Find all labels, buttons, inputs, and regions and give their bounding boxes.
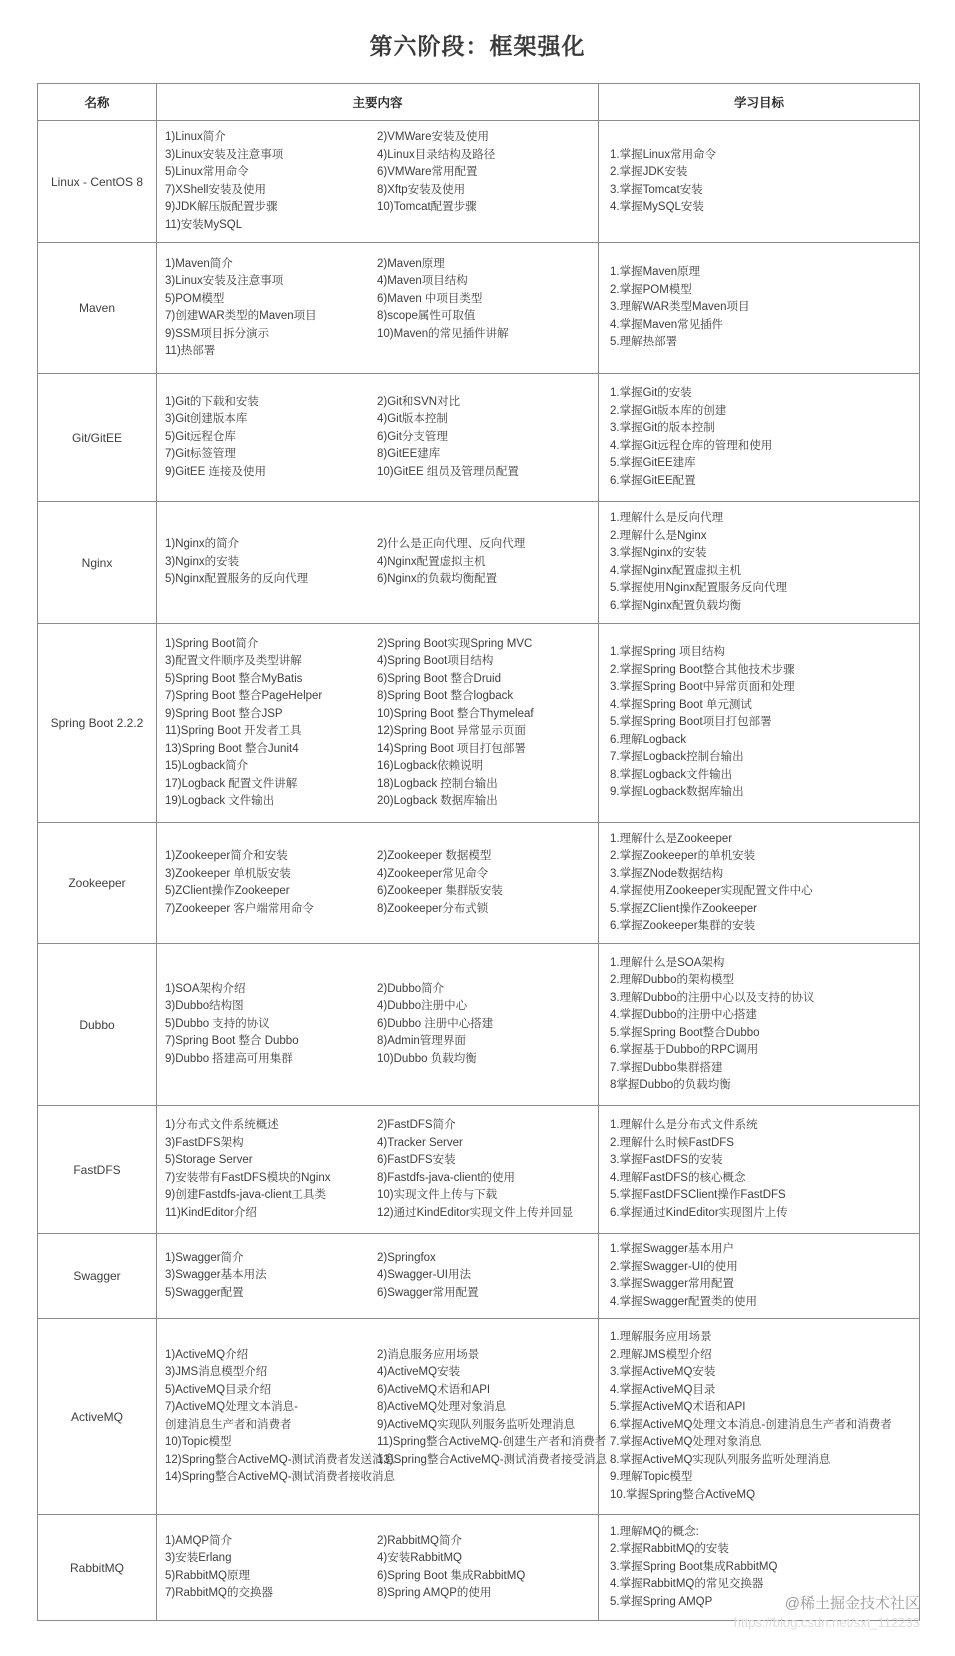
goal-item: 6.掌握Zookeeper集群的安装: [610, 920, 756, 932]
content-item: 2)Spring Boot实现Spring MVC: [377, 637, 533, 650]
goal-item: 3.掌握Spring Boot集成RabbitMQ: [610, 1560, 778, 1573]
goal-item: 3.掌握Spring Boot中异常页面和处理: [610, 681, 795, 694]
content-item: 7)Git标签管理: [165, 448, 236, 461]
row-content: [156, 1515, 598, 1620]
row-goals: [598, 374, 919, 501]
content-item: 8)Zookeeper分布式锁: [377, 902, 489, 915]
row-goals: [598, 624, 919, 822]
content-item: 4)Maven项目结构: [377, 275, 468, 287]
goal-item: 6.掌握通过KindEditor实现图片上传: [610, 1206, 788, 1219]
content-item: 创建消息生产者和消费者: [165, 1418, 292, 1431]
goal-item: 5.掌握Spring AMQP: [610, 1595, 713, 1608]
table-header-row: [38, 84, 919, 120]
content-item: 12)通过KindEditor实现文件上传并回显: [377, 1206, 574, 1219]
content-item: 2)RabbitMQ简介: [377, 1534, 462, 1547]
row-content: [156, 944, 598, 1105]
goal-item: 4.掌握Swagger配置类的使用: [610, 1295, 757, 1308]
content-item: 8)Fastdfs-java-client的使用: [377, 1171, 516, 1184]
content-left-column: [165, 536, 377, 589]
goal-item: 2.理解Dubbo的架构模型: [610, 974, 734, 986]
content-item: 8)Admin管理界面: [377, 1035, 466, 1048]
content-item: 2)消息服务应用场景: [377, 1348, 480, 1361]
content-item: 10)Maven的常见插件讲解: [377, 327, 509, 340]
content-item: 1)SOA架构介绍: [165, 982, 246, 995]
content-item: 3)Git创建版本库: [165, 413, 248, 426]
goal-item: 1.理解什么是Zookeeper: [610, 832, 733, 845]
content-item: 1)分布式文件系统概述: [165, 1119, 279, 1131]
content-item: 5)POM模型: [165, 292, 225, 305]
content-item: 5)Storage Server: [165, 1154, 253, 1166]
goal-item: 4.掌握Maven常见插件: [610, 318, 724, 331]
content-right-column: [377, 1533, 594, 1603]
goal-item: 7.掌握Dubbo集群搭建: [610, 1061, 723, 1074]
content-item: 19)Logback 文件输出: [165, 795, 275, 807]
row-name: Nginx: [81, 555, 113, 570]
content-item: 9)创建Fastdfs-java-client工具类: [165, 1189, 327, 1201]
goal-item: 4.掌握Nginx配置虚拟主机: [610, 564, 741, 577]
row-content: [156, 1106, 598, 1233]
goal-item: 2.掌握RabbitMQ的安装: [610, 1543, 729, 1556]
goal-item: 3.掌握Git的版本控制: [610, 422, 715, 434]
goal-item: 7.掌握Logback控制台输出: [610, 751, 744, 764]
goal-item: 6.掌握ActiveMQ处理文本消息-创建消息生产者和消费者: [610, 1418, 892, 1431]
goal-item: 3.掌握Nginx的安装: [610, 547, 707, 559]
content-item: 1)ActiveMQ介绍: [165, 1348, 249, 1361]
content-item: 8)Spring AMQP的使用: [377, 1587, 492, 1599]
goal-item: 5.掌握FastDFSClient操作FastDFS: [610, 1189, 786, 1201]
table-body: [38, 120, 919, 1620]
content-right-column: [377, 636, 594, 811]
row-goals: [598, 1319, 919, 1514]
content-item: 6)Zookeeper 集群版安装: [377, 885, 503, 897]
content-item: 9)Spring Boot 整合JSP: [165, 707, 283, 720]
row-name: FastDFS: [73, 1162, 121, 1177]
goal-item: 6.理解Logback: [610, 733, 687, 746]
content-left-column: [165, 1117, 377, 1222]
content-item: 5)Git远程仓库: [165, 430, 236, 443]
content-item: 6)ActiveMQ术语和API: [377, 1383, 491, 1396]
content-item: 10)Topic模型: [165, 1436, 232, 1448]
content-left-column: [165, 1533, 377, 1603]
goal-item: 2.理解什么时候FastDFS: [610, 1136, 734, 1149]
row-content: [156, 502, 598, 623]
content-item: 7)Spring Boot 整合PageHelper: [165, 690, 323, 702]
content-item: 8)scope属性可取值: [377, 310, 476, 322]
goal-item: 2.掌握Zookeeper的单机安装: [610, 850, 756, 862]
content-item: 5)Linux常用命令: [165, 166, 249, 178]
content-item: 11)安装MySQL: [165, 218, 243, 231]
content-item: 2)Dubbo简介: [377, 982, 445, 995]
content-item: 10)实现文件上传与下载: [377, 1189, 498, 1201]
content-left-column: [165, 981, 377, 1069]
goal-item: 5.掌握Spring Boot项目打包部署: [610, 716, 772, 729]
content-item: 2)Springfox: [377, 1251, 436, 1264]
row-content: [156, 1234, 598, 1318]
content-right-column: [377, 848, 594, 918]
goal-item: 6.掌握GitEE配置: [610, 474, 696, 487]
content-item: 1)Zookeeper简介和安装: [165, 850, 288, 862]
row-goals: [598, 243, 919, 373]
row-content: [156, 243, 598, 373]
content-item: 13)Spring Boot 整合Junit4: [165, 742, 299, 755]
content-item: 2)Maven原理: [377, 257, 445, 270]
row-content: [156, 1319, 608, 1514]
content-item: 8)GitEE建库: [377, 448, 441, 461]
goal-item: 1.理解什么是SOA架构: [610, 956, 725, 969]
content-item: 2)FastDFS简介: [377, 1119, 456, 1131]
row-name: Maven: [78, 301, 116, 315]
content-item: 3)JMS消息模型介绍: [165, 1366, 268, 1378]
content-item: 6)Spring Boot 整合Druid: [377, 672, 501, 685]
goal-item: 8.掌握Logback文件输出: [610, 768, 733, 781]
content-item: 2)VMWare安装及使用: [377, 131, 490, 143]
goal-item: 3.理解WAR类型Maven项目: [610, 301, 750, 314]
content-item: 5)Dubbo 支持的协议: [165, 1017, 270, 1030]
row-name: Git/GitEE: [71, 430, 122, 445]
content-item: 6)Nginx的负载均衡配置: [377, 573, 498, 586]
content-item: 1)Linux简介: [165, 131, 226, 143]
goal-item: 6.掌握Nginx配置负载均衡: [610, 599, 741, 612]
goal-item: 1.理解什么是分布式文件系统: [610, 1119, 758, 1131]
content-item: 9)ActiveMQ实现队列服务监听处理消息: [377, 1418, 576, 1431]
content-item: 4)Dubbo注册中心: [377, 1000, 468, 1013]
goal-item: 8.掌握ActiveMQ实现队列服务监听处理消息: [610, 1453, 831, 1466]
content-item: 4)Zookeeper常见命令: [377, 867, 489, 880]
row-goals: [598, 823, 919, 943]
content-left-column: [165, 129, 377, 234]
content-item: 5)ActiveMQ目录介绍: [165, 1383, 272, 1396]
content-item: 10)Tomcat配置步骤: [377, 201, 477, 213]
goal-item: 2.掌握JDK安装: [610, 166, 688, 178]
row-content: [156, 624, 598, 822]
table-row: [38, 822, 919, 943]
content-item: 5)Spring Boot 整合MyBatis: [165, 672, 303, 685]
content-item: 7)Spring Boot 整合 Dubbo: [165, 1035, 299, 1048]
goal-item: 2.理解JMS模型介绍: [610, 1348, 712, 1361]
content-item: 3)安装Erlang: [165, 1552, 232, 1564]
watermark-url: https://blog.csdn.net/sxt_112233: [733, 1615, 920, 1630]
goal-item: 4.掌握ActiveMQ目录: [610, 1383, 716, 1396]
content-item: 3)Swagger基本用法: [165, 1269, 267, 1282]
goal-item: 2.掌握Spring Boot整合其他技术步骤: [610, 663, 795, 676]
content-item: 3)Dubbo结构图: [165, 1000, 244, 1013]
content-item: 4)ActiveMQ安装: [377, 1366, 461, 1378]
content-item: 5)Nginx配置服务的反向代理: [165, 573, 309, 586]
content-item: 3)Zookeeper 单机版安装: [165, 867, 291, 880]
goal-item: 9.理解Topic模型: [610, 1471, 693, 1483]
content-right-column: [377, 1347, 607, 1487]
content-item: 9)GitEE 连接及使用: [165, 465, 266, 478]
content-item: 8)Spring Boot 整合logback: [377, 690, 514, 702]
content-right-column: [377, 256, 594, 361]
goal-item: 8掌握Dubbo的负载均衡: [610, 1079, 731, 1091]
row-name: Zookeeper: [68, 876, 126, 890]
row-content: [156, 374, 598, 501]
content-item: 1)Spring Boot简介: [165, 637, 259, 650]
table-row: [38, 501, 919, 623]
row-name: Spring Boot 2.2.2: [50, 716, 144, 730]
content-item: 6)Git分支管理: [377, 430, 448, 443]
content-item: 7)RabbitMQ的交换器: [165, 1587, 273, 1599]
goal-item: 5.掌握Spring Boot整合Dubbo: [610, 1026, 760, 1039]
content-left-column: [165, 256, 377, 361]
goal-item: 1.掌握Linux常用命令: [610, 148, 717, 161]
content-left-column: [165, 1250, 377, 1303]
content-right-column: [377, 1250, 594, 1303]
content-item: 16)Logback依赖说明: [377, 760, 484, 772]
watermark-credit: @稀土掘金技术社区: [784, 1595, 920, 1612]
content-right-column: [377, 129, 594, 234]
goal-item: 4.理解FastDFS的核心概念: [610, 1171, 746, 1184]
content-item: 12)Spring整合ActiveMQ-测试消费者发送消息: [165, 1453, 396, 1466]
content-item: 20)Logback 数据库输出: [377, 795, 498, 807]
goal-item: 4.掌握MySQL安装: [610, 201, 704, 213]
goal-item: 4.掌握使用Zookeeper实现配置文件中心: [610, 885, 813, 897]
goal-item: 7.掌握ActiveMQ处理对象消息: [610, 1436, 762, 1448]
content-item: 6)VMWare常用配置: [377, 166, 478, 178]
content-item: 1)Maven简介: [165, 257, 233, 270]
row-name: ActiveMQ: [70, 1409, 123, 1424]
row-goals: [598, 1234, 919, 1318]
table-row: [38, 1233, 919, 1318]
goal-item: 3.掌握ZNode数据结构: [610, 867, 724, 880]
goal-item: 3.掌握ActiveMQ安装: [610, 1366, 716, 1378]
content-item: 6)Dubbo 注册中心搭建: [377, 1017, 494, 1030]
content-item: 10)GitEE 组员及管理员配置: [377, 465, 519, 478]
table-row: [38, 623, 919, 822]
content-item: 2)Git和SVN对比: [377, 395, 461, 408]
content-item: 3)Linux安装及注意事项: [165, 148, 284, 161]
content-item: 4)Swagger-UI用法: [377, 1269, 471, 1282]
content-item: 9)Dubbo 搭建高可用集群: [165, 1052, 293, 1065]
content-item: 11)KindEditor介绍: [165, 1206, 257, 1219]
content-item: 4)Nginx配置虚拟主机: [377, 555, 486, 568]
goal-item: 4.掌握RabbitMQ的常见交换器: [610, 1578, 764, 1591]
goal-item: 1.掌握Swagger基本用户: [610, 1243, 734, 1255]
content-item: 10)Spring Boot 整合Thymeleaf: [377, 707, 534, 720]
content-item: 4)Git版本控制: [377, 413, 448, 426]
header-learning-goals: 学习目标: [598, 84, 919, 120]
content-item: 3)配置文件顺序及类型讲解: [165, 655, 302, 667]
content-item: 8)ActiveMQ处理对象消息: [377, 1401, 507, 1413]
goal-item: 1.理解什么是反向代理: [610, 512, 724, 524]
goal-item: 2.掌握Swagger-UI的使用: [610, 1260, 738, 1273]
content-item: 7)Zookeeper 客户端常用命令: [165, 902, 314, 915]
content-item: 3)Nginx的安装: [165, 555, 240, 568]
content-item: 14)Spring整合ActiveMQ-测试消费者接收消息: [165, 1471, 396, 1483]
content-item: 2)什么是正向代理、反向代理: [377, 538, 526, 551]
content-item: 7)ActiveMQ处理文本消息-: [165, 1401, 298, 1413]
table-row: [38, 1105, 919, 1233]
content-item: 14)Spring Boot 项目打包部署: [377, 742, 526, 755]
row-name: Swagger: [73, 1269, 121, 1283]
content-item: 4)安装RabbitMQ: [377, 1552, 462, 1564]
content-item: 8)Xftp安装及使用: [377, 183, 466, 196]
content-item: 9)JDK解压版配置步骤: [165, 201, 278, 213]
content-item: 5)Swagger配置: [165, 1286, 244, 1299]
content-left-column: [165, 394, 377, 482]
content-right-column: [377, 394, 594, 482]
goal-item: 2.掌握Git版本库的创建: [610, 404, 727, 417]
row-goals: [598, 1106, 919, 1233]
goal-item: 4.掌握Spring Boot 单元测试: [610, 698, 752, 711]
content-item: 11)Spring Boot 开发者工具: [165, 725, 302, 737]
content-left-column: [165, 848, 377, 918]
goal-item: 3.掌握Swagger常用配置: [610, 1278, 734, 1290]
row-content: [156, 121, 598, 242]
table-row: [38, 373, 919, 501]
table-row: [38, 242, 919, 373]
content-item: 10)Dubbo 负载均衡: [377, 1052, 477, 1065]
content-item: 6)FastDFS安装: [377, 1154, 456, 1166]
content-right-column: [377, 981, 594, 1069]
content-item: 5)RabbitMQ原理: [165, 1569, 250, 1582]
goal-item: 6.掌握基于Dubbo的RPC调用: [610, 1044, 759, 1056]
row-goals: [598, 502, 919, 623]
row-name: Dubbo: [79, 1017, 115, 1032]
content-item: 15)Logback简介: [165, 760, 249, 772]
content-item: 7)XShell安装及使用: [165, 183, 266, 196]
content-right-column: [377, 1117, 594, 1222]
content-item: 4)Spring Boot项目结构: [377, 655, 494, 667]
content-item: 18)Logback 控制台输出: [377, 777, 498, 790]
row-goals: [598, 121, 919, 242]
header-main-content: 主要内容: [156, 84, 598, 120]
content-item: 7)安装带有FastDFS模块的Nginx: [165, 1171, 331, 1184]
goal-item: 5.理解热部署: [610, 336, 678, 349]
content-item: 6)Swagger常用配置: [377, 1286, 479, 1299]
goal-item: 1.理解服务应用场景: [610, 1331, 712, 1343]
content-item: 4)Linux目录结构及路径: [377, 148, 496, 161]
content-item: 11)热部署: [165, 345, 216, 357]
row-name: Linux - CentOS 8: [50, 174, 144, 189]
goal-item: 2.理解什么是Nginx: [610, 529, 707, 542]
content-item: 4)Tracker Server: [377, 1136, 463, 1149]
content-item: 12)Spring Boot 异常显示页面: [377, 725, 526, 737]
table-row: [38, 943, 919, 1105]
goal-item: 1.掌握Spring 项目结构: [610, 646, 726, 659]
goal-item: 1.掌握Maven原理: [610, 266, 701, 279]
content-item: 7)创建WAR类型的Maven项目: [165, 310, 317, 322]
goal-item: 4.掌握Dubbo的注册中心搭建: [610, 1009, 757, 1021]
table-row: [38, 120, 919, 242]
goal-item: 5.掌握GitEE建库: [610, 457, 696, 469]
page-title: 第六阶段：框架强化: [369, 33, 586, 59]
content-item: 5)ZClient操作Zookeeper: [165, 885, 290, 897]
goal-item: 2.掌握POM模型: [610, 283, 692, 296]
content-item: 1)AMQP简介: [165, 1534, 233, 1547]
content-item: 3)FastDFS架构: [165, 1136, 244, 1149]
goal-item: 1.掌握Git的安装: [610, 387, 692, 399]
goal-item: 1.理解MQ的概念:: [610, 1525, 699, 1538]
goal-item: 3.掌握Tomcat安装: [610, 183, 703, 196]
goal-item: 10.掌握Spring整合ActiveMQ: [610, 1488, 756, 1501]
content-left-column: [165, 1347, 396, 1487]
goal-item: 5.掌握ZClient操作Zookeeper: [610, 902, 757, 915]
content-item: 6)Spring Boot 集成RabbitMQ: [377, 1569, 526, 1582]
watermark: [734, 1594, 920, 1632]
goal-item: 5.掌握ActiveMQ术语和API: [610, 1401, 746, 1413]
content-item: 6)Maven 中项目类型: [377, 292, 483, 305]
header-name: 名称: [84, 96, 110, 110]
row-goals: [598, 944, 919, 1105]
content-item: 1)Git的下载和安装: [165, 395, 259, 408]
content-item: 13)Spring整合ActiveMQ-测试消费者接受消息: [377, 1453, 608, 1466]
goal-item: 4.掌握Git远程仓库的管理和使用: [610, 439, 773, 452]
goal-item: 5.掌握使用Nginx配置服务反向代理: [610, 582, 787, 594]
content-right-column: [377, 536, 594, 589]
content-item: 3)Linux安装及注意事项: [165, 275, 284, 287]
content-left-column: [165, 636, 377, 811]
goal-item: 3.理解Dubbo的注册中心以及支持的协议: [610, 991, 815, 1004]
content-item: 1)Swagger简介: [165, 1251, 244, 1264]
content-item: 17)Logback 配置文件讲解: [165, 777, 298, 790]
course-table: [37, 83, 920, 1621]
content-item: 2)Zookeeper 数据模型: [377, 850, 492, 862]
content-item: 11)Spring整合ActiveMQ-创建生产者和消费者: [377, 1436, 607, 1448]
content-item: 1)Nginx的简介: [165, 538, 240, 551]
content-item: 9)SSM项目拆分演示: [165, 327, 270, 340]
goal-item: 9.掌握Logback数据库输出: [610, 786, 744, 799]
table-row: [38, 1318, 919, 1514]
row-content: [156, 823, 598, 943]
goal-item: 3.掌握FastDFS的安装: [610, 1154, 723, 1166]
row-name: RabbitMQ: [69, 1560, 125, 1575]
